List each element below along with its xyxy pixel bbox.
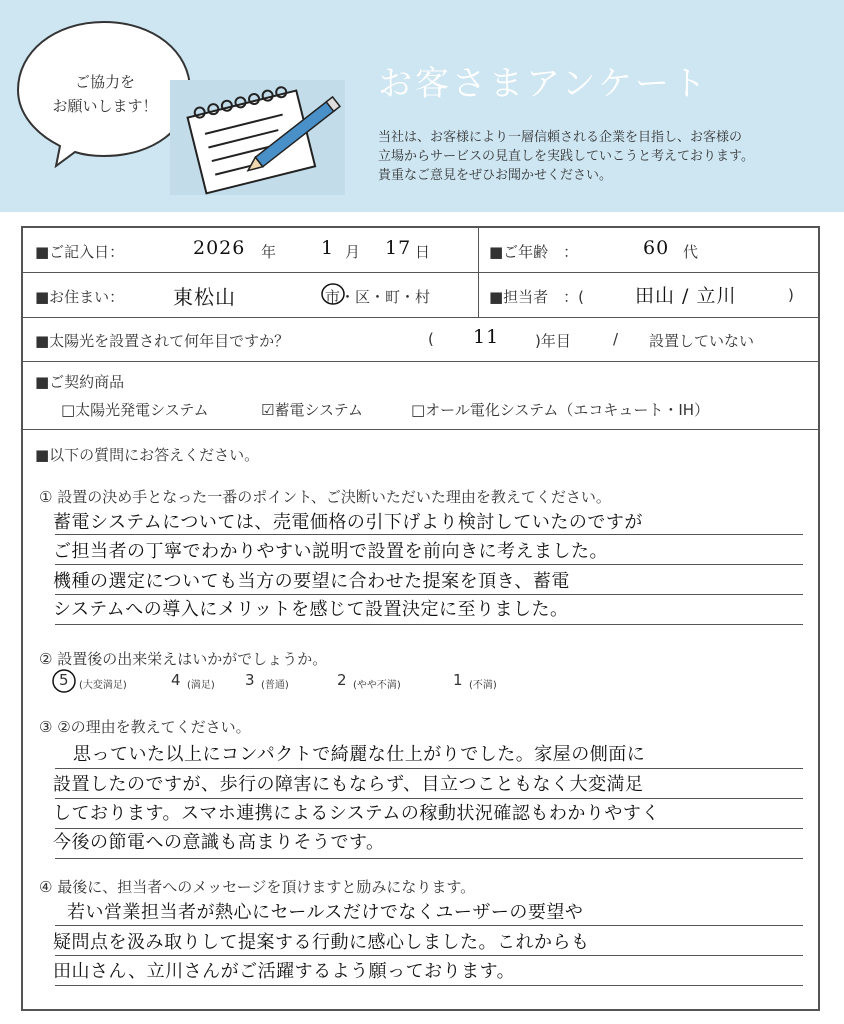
answer-4-line-2: 疑問点を汲み取りして提案する行動に感心しました。これからも [53, 932, 590, 953]
month-unit: 月 [345, 243, 361, 261]
row-date-age [23, 228, 818, 273]
age-unit: 代 [683, 243, 699, 261]
staff-close: ) [788, 286, 794, 304]
answer-line [55, 624, 803, 625]
question-1: ① 設置の決め手となった一番のポイント、ご決断いただいた理由を教えてください。 [39, 488, 611, 506]
answer-line [55, 828, 803, 829]
circle-mark-icon [320, 281, 346, 307]
date-label: ■ご記入日： [35, 243, 125, 261]
divider [478, 228, 479, 272]
answer-1-line-3: 機種の選定についても当方の要望に合わせた提案を頂き、蓄電 [53, 571, 570, 592]
date-month: 1 [321, 237, 335, 259]
question-4: ④ 最後に、担当者へのメッセージを頂けますと励みになります。 [39, 878, 476, 896]
contract-label: ■ご契約商品 [35, 373, 125, 391]
intro-text [378, 128, 833, 185]
question-3: ③ ②の理由を教えてください。 [39, 718, 251, 736]
answer-3-line-4: 今後の節電への意識も高まりそうです。 [53, 832, 385, 853]
bubble-line-1: ご協力を [74, 73, 135, 91]
answer-1-line-1: 蓄電システムについては、売電価格の引下げより検討していたのですが [53, 512, 643, 533]
age-label: ■ご年齢 ： [489, 243, 579, 261]
rating-5-label: (大変満足) [79, 680, 127, 691]
survey-form [21, 226, 820, 1011]
year-unit: 年 [261, 243, 277, 261]
page-title: お客さまアンケート [378, 64, 709, 104]
answer-line [55, 985, 803, 986]
answer-4-line-3: 田山さん、立川さんがご活躍するよう願っております。 [53, 961, 516, 982]
rating-1: 1 [453, 671, 463, 689]
solar-none: 設置していない [649, 332, 755, 350]
rating-options [53, 668, 753, 694]
solar-open: ( [428, 330, 434, 348]
rating-2-label: (やや不満) [353, 680, 401, 691]
date-day: 17 [385, 237, 412, 259]
age-value: 60 [643, 237, 670, 259]
intro-line-2: 立場からサービスの見直しを実践していこうと考えております。 [378, 149, 754, 164]
address-units: 市・区・町・村 [325, 288, 431, 306]
answer-3-line-3: しております。スマホ連携によるシステムの稼動状況確認もわかりやすく [53, 803, 660, 824]
answer-line [55, 858, 803, 859]
questions-label: ■以下の質問にお答えください。 [35, 446, 260, 464]
staff-value: 田山 / 立川 [635, 285, 737, 307]
address-value: 東松山 [173, 285, 236, 309]
day-unit: 日 [415, 243, 431, 261]
address-label: ■お住まい： [35, 288, 125, 306]
row-solar [23, 317, 818, 362]
divider [478, 272, 479, 317]
rating-4-label: (満足) [187, 680, 215, 691]
solar-years: 11 [473, 326, 500, 348]
answer-1-line-2: ご担当者の丁寧でわかりやすい説明で設置を前向きに考えました。 [53, 541, 608, 562]
solar-separator: / [613, 330, 619, 348]
row-address-staff [23, 272, 818, 318]
staff-label: ■担当者 ：( [489, 288, 585, 306]
contract-option-storage: ☑蓄電システム [261, 401, 363, 419]
rating-2: 2 [337, 671, 347, 689]
contract-option-solar: □太陽光発電システム [61, 401, 209, 419]
rating-5: 5 [59, 671, 69, 689]
header-banner [0, 0, 844, 212]
question-2: ② 設置後の出来栄えはいかがでしょうか。 [39, 650, 328, 668]
bubble-line-2: お願いします！ [52, 97, 158, 115]
rating-3-label: (普通) [261, 680, 289, 691]
solar-close: )年目 [535, 332, 571, 350]
solar-question: ■太陽光を設置されて何年目ですか？ [35, 332, 290, 350]
answer-line [55, 798, 803, 799]
intro-line-1: 当社は、お客様により一層信頼される企業を目指し、お客様の [378, 130, 743, 145]
rating-4: 4 [171, 671, 181, 689]
row-contract [23, 361, 818, 430]
date-year: 2026 [193, 237, 246, 259]
bubble-text [30, 70, 180, 118]
answer-3-line-2: 設置したのですが、歩行の障害にもならず、目立つこともなく大変満足 [53, 774, 644, 795]
intro-line-3: 貴重なご意見をぜひお聞かせください。 [378, 168, 613, 183]
notepad-pencil-icon [170, 80, 345, 195]
rating-3: 3 [245, 671, 255, 689]
rating-1-label: (不満) [469, 680, 497, 691]
answer-1-line-4: システムへの導入にメリットを感じて設置決定に至りました。 [53, 599, 569, 620]
contract-option-allelectric: □オール電化システム（エコキュート・IH） [411, 401, 710, 419]
answer-line [55, 768, 803, 769]
answer-3-line-1: 思っていた以上にコンパクトで綺麗な仕上がりでした。家屋の側面に [73, 744, 646, 765]
answer-4-line-1: 若い営業担当者が熱心にセールスだけでなくユーザーの要望や [67, 902, 584, 923]
